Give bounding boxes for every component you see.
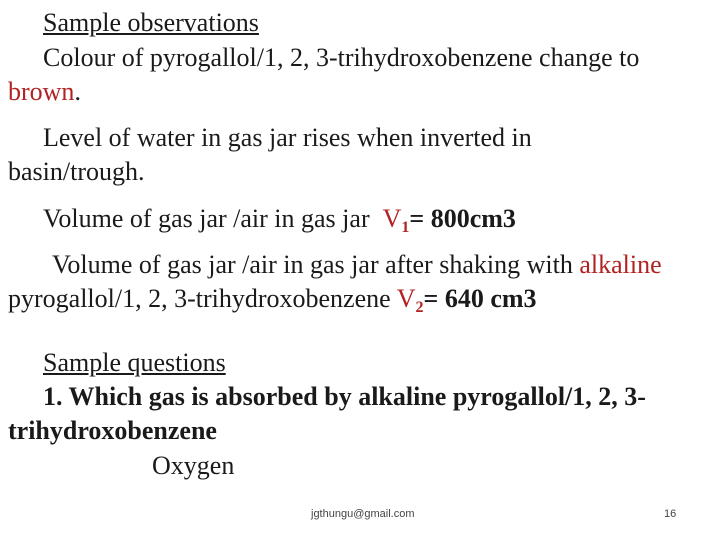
- v2-observation-line1: [52, 248, 662, 282]
- alkaline-word: alkaline: [579, 250, 662, 279]
- questions-heading: Sample questions: [43, 348, 226, 377]
- v2-line2-text: pyrogallol/1, 2, 3-trihydroxobenzene: [8, 284, 391, 313]
- v2-prefix: Volume of gas jar /air in gas jar after shaking with: [52, 250, 573, 279]
- colour-punct: .: [74, 77, 81, 106]
- level-observation-line2: basin/trough.: [8, 157, 145, 186]
- brown-word: brown: [8, 77, 75, 106]
- level-observation-line1: Level of water in gas jar rises when inverted in: [43, 123, 532, 152]
- colour-observation-line1: Colour of pyrogallol/1, 2, 3-trihydroxobenzene change to: [43, 43, 640, 72]
- v1-observation: [43, 202, 516, 236]
- v2-observation-line2: [8, 282, 537, 316]
- v2-value: = 640 cm3: [423, 284, 537, 313]
- v1-value: = 800cm3: [409, 204, 516, 233]
- v2-symbol: $V_2$: [396, 284, 424, 316]
- page-number: 16: [664, 508, 677, 520]
- footer-email: jgthungu@gmail.com: [311, 508, 415, 520]
- answer-1: Oxygen: [152, 451, 235, 480]
- question-1-line1: 1. Which gas is absorbed by alkaline pyrogallol/1, 2, 3-: [43, 382, 646, 411]
- observations-heading: Sample observations: [43, 8, 259, 37]
- v1-prefix: Volume of gas jar /air in gas jar: [43, 204, 370, 233]
- question-1-line2: trihydroxobenzene: [8, 416, 217, 445]
- colour-observation-line2: [8, 75, 81, 109]
- v1-symbol: $V_1$: [382, 204, 410, 236]
